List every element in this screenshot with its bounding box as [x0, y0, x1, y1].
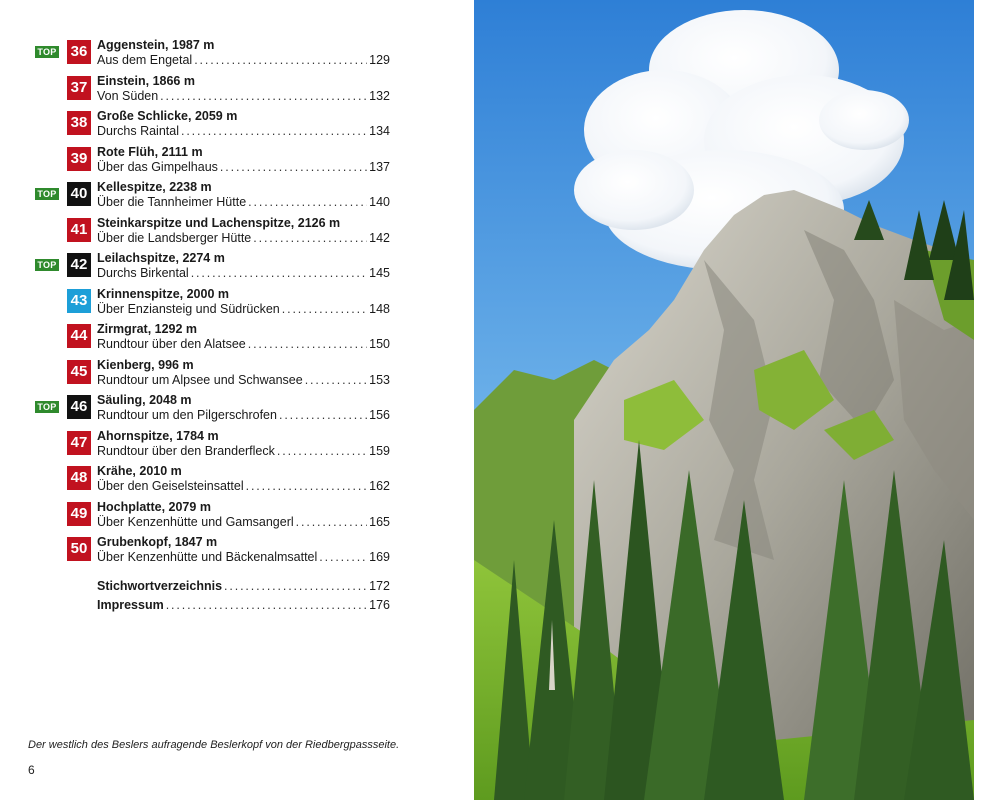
extra-page-number: 176 [369, 598, 390, 612]
dot-leader [191, 265, 367, 281]
tour-number-badge: 37 [67, 76, 91, 100]
mountain-photo [474, 0, 974, 800]
toc-entry[interactable] [34, 428, 394, 464]
tour-number-badge: 40 [67, 182, 91, 206]
tour-page-number: 137 [369, 159, 390, 174]
dot-leader [319, 549, 367, 565]
tour-subline [97, 194, 390, 210]
tour-subline [97, 88, 390, 104]
tour-subtitle: Über Enziansteig und Südrücken [97, 301, 280, 316]
tour-title: Große Schlicke, 2059 m [97, 109, 238, 123]
top-badge: TOP [35, 188, 59, 200]
tour-subtitle: Rundtour über den Branderfleck [97, 443, 275, 458]
tour-page-number: 134 [369, 124, 390, 138]
toc-entry[interactable] [34, 250, 394, 286]
toc-entry[interactable] [34, 499, 394, 535]
toc-entry[interactable] [34, 392, 394, 428]
toc-entry[interactable] [34, 37, 394, 73]
tour-number-badge: 46 [67, 395, 91, 419]
dot-leader [277, 443, 367, 459]
tour-title: Hochplatte, 2079 m [97, 499, 211, 514]
tour-title: Rote Flüh, 2111 m [97, 144, 203, 159]
tour-subtitle: Durchs Birkental [97, 266, 189, 280]
tour-title: Krähe, 2010 m [97, 464, 182, 478]
tour-page-number: 150 [369, 337, 390, 351]
tour-subline [97, 372, 390, 388]
tour-title: Säuling, 2048 m [97, 393, 192, 407]
tour-subtitle: Über die Landsberger Hütte [97, 230, 252, 245]
tour-subline [97, 478, 390, 494]
toc-entry[interactable] [34, 215, 394, 251]
toc-entry[interactable] [34, 108, 394, 144]
tour-title: Leilachspitze, 2274 m [97, 251, 225, 265]
toc-entry[interactable] [34, 286, 394, 322]
table-of-contents [34, 37, 394, 570]
dot-leader [279, 407, 367, 423]
tour-number-badge: 43 [67, 289, 91, 313]
tour-number-badge: 49 [67, 502, 91, 526]
tour-title: Kellespitze, 2238 m [97, 180, 212, 194]
tour-number-badge: 47 [67, 431, 91, 455]
tour-subline [97, 336, 390, 352]
tour-subtitle: Von Süden [97, 88, 159, 103]
toc-entry[interactable] [34, 534, 394, 570]
tour-title: Zirmgrat, 1292 m [97, 322, 198, 336]
tour-page-number: 153 [369, 372, 390, 387]
toc-entry[interactable] [34, 73, 394, 109]
tour-page-number: 156 [369, 408, 390, 422]
dot-leader [253, 230, 367, 246]
tour-subtitle: Rundtour um Alpsee und Schwansee [97, 372, 303, 387]
tour-subtitle: Rundtour um den Pilgerschrofen [97, 408, 277, 422]
tour-number-badge: 48 [67, 466, 91, 490]
toc-entry[interactable] [34, 357, 394, 393]
toc-entry[interactable] [34, 463, 394, 499]
tour-subline [97, 514, 390, 530]
dot-leader [305, 372, 367, 388]
dot-leader [248, 194, 367, 210]
tour-subtitle: Aus dem Engetal [97, 53, 193, 67]
tour-number-badge: 39 [67, 147, 91, 171]
tour-number-badge: 50 [67, 537, 91, 561]
tour-page-number: 140 [369, 195, 390, 209]
tour-page-number: 165 [369, 514, 390, 529]
tour-title: Aggenstein, 1987 m [97, 38, 215, 52]
tour-subline [97, 159, 390, 175]
dot-leader [224, 578, 367, 597]
tour-subtitle: Rundtour über den Alatsee [97, 337, 246, 351]
extra-label: Impressum [97, 598, 164, 612]
right-page-margin [974, 0, 1000, 800]
tour-subtitle: Über den Geiselsteinsattel [97, 479, 244, 493]
tour-title: Kienberg, 996 m [97, 357, 194, 372]
tour-subline [97, 230, 390, 246]
toc-entry[interactable] [34, 144, 394, 180]
top-badge: TOP [35, 401, 59, 413]
tour-title: Einstein, 1866 m [97, 73, 195, 88]
dot-leader [246, 478, 368, 494]
tour-page-number: 148 [369, 301, 390, 316]
tour-page-number: 142 [369, 230, 390, 245]
tour-subtitle: Über das Gimpelhaus [97, 159, 218, 174]
tour-page-number: 145 [369, 266, 390, 280]
tour-subline [97, 52, 390, 68]
tour-page-number: 159 [369, 443, 390, 458]
extra-label: Stichwortverzeichnis [97, 579, 223, 593]
tour-subline [97, 407, 390, 423]
tour-subtitle: Über Kenzenhütte und Bäckenalmsattel [97, 550, 318, 564]
tour-subline [97, 301, 390, 317]
tour-title: Krinnenspitze, 2000 m [97, 286, 229, 301]
tour-subline [97, 549, 390, 565]
tour-page-number: 132 [369, 88, 390, 103]
tour-subline [97, 443, 390, 459]
tour-subtitle: Durchs Raintal [97, 124, 179, 138]
top-badge: TOP [35, 259, 59, 271]
photo-caption: Der westlich des Beslers aufragende Beslerkopf von der Riedbergpassseite. [28, 739, 400, 751]
tour-subtitle: Über Kenzenhütte und Gamsangerl [97, 514, 294, 529]
tour-subline [97, 265, 390, 281]
tour-number-badge: 38 [67, 111, 91, 135]
dot-leader [282, 301, 367, 317]
dot-leader [160, 88, 367, 104]
tour-page-number: 129 [369, 53, 390, 67]
tour-subline [97, 123, 390, 139]
dot-leader [194, 52, 367, 68]
tour-number-badge: 41 [67, 218, 91, 242]
dot-leader [296, 514, 367, 530]
dot-leader [248, 336, 367, 352]
tour-number-badge: 42 [67, 253, 91, 277]
tour-number-badge: 44 [67, 324, 91, 348]
page-number: 6 [28, 763, 35, 777]
tour-number-badge: 36 [67, 40, 91, 64]
tour-title: Steinkarspitze und Lachenspitze, 2126 m [97, 215, 341, 230]
toc-entry[interactable] [34, 179, 394, 215]
tour-number-badge: 45 [67, 360, 91, 384]
left-page [0, 0, 474, 800]
dot-leader [166, 597, 367, 616]
extra-page-number: 172 [369, 579, 390, 593]
toc-extra-entry[interactable] [97, 597, 390, 616]
toc-entry[interactable] [34, 321, 394, 357]
tour-page-number: 162 [369, 479, 390, 493]
toc-extras [97, 578, 390, 616]
dot-leader [181, 123, 367, 139]
dot-leader [220, 159, 367, 175]
top-badge: TOP [35, 46, 59, 58]
toc-extra-entry[interactable] [97, 578, 390, 597]
tour-title: Grubenkopf, 1847 m [97, 535, 218, 549]
tour-page-number: 169 [369, 550, 390, 564]
tour-subtitle: Über die Tannheimer Hütte [97, 195, 247, 209]
tour-title: Ahornspitze, 1784 m [97, 428, 219, 443]
